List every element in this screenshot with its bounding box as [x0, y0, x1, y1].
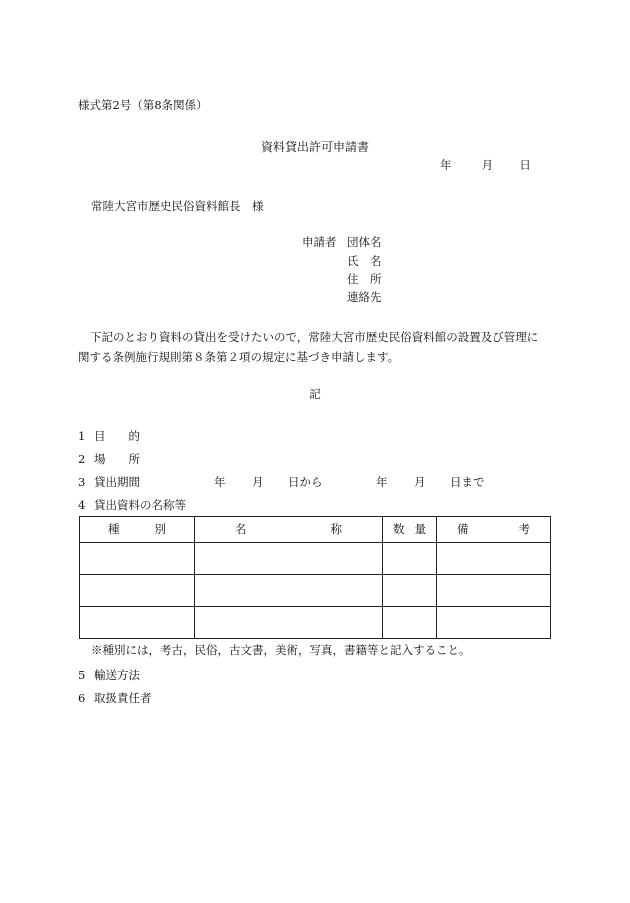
table-row [80, 607, 551, 639]
header-remarks: 備 考 [437, 517, 551, 543]
period-to-month: 月 [414, 475, 426, 489]
date-day: 日 [519, 158, 531, 172]
header-quantity: 数 量 [383, 517, 437, 543]
table-row [80, 543, 551, 575]
header-type: 種 別 [80, 517, 195, 543]
addressee: 常陸大宮市歴史民俗資料館長 様 [91, 199, 264, 213]
applicant-address: 住 所 [347, 272, 382, 286]
item-number: 5 [78, 668, 86, 682]
item-label: 目 的 [94, 429, 140, 443]
item-label: 場 所 [94, 452, 140, 466]
materials-table [79, 516, 551, 639]
period-to-year: 年 [376, 475, 388, 489]
cell-quantity[interactable] [383, 543, 437, 575]
header-name: 名 称 [195, 517, 383, 543]
cell-name[interactable] [195, 543, 383, 575]
document-title: 資料貸出許可申請書 [260, 140, 369, 154]
request-statement-line-2: 関する条例施行規則第８条第２項の規定に基づき申請します。 [78, 350, 400, 364]
cell-quantity[interactable] [383, 607, 437, 639]
item-responsible-person [78, 692, 152, 706]
item-label: 貸出期間 [94, 475, 140, 489]
request-statement [78, 327, 558, 367]
item-number: 1 [78, 429, 86, 443]
date-year: 年 [440, 158, 452, 172]
ki-heading: 記 [309, 387, 321, 401]
applicant-label: 申請者 [302, 235, 337, 249]
item-loan-period [78, 476, 485, 490]
cell-remarks[interactable] [437, 607, 551, 639]
item-number: 6 [78, 691, 86, 705]
item-loaned-materials [78, 499, 186, 513]
item-label: 輸送方法 [94, 668, 140, 682]
cell-name[interactable] [195, 575, 383, 607]
item-purpose [78, 430, 140, 444]
applicant-contact: 連絡先 [347, 290, 382, 304]
item-number: 2 [78, 452, 86, 466]
period-from-year: 年 [214, 475, 226, 489]
form-number: 様式第2号（第8条関係） [78, 98, 208, 112]
item-location [78, 453, 140, 467]
type-note: ※種別には，考古，民俗，古文書，美術，写真，書籍等と記入すること。 [91, 643, 471, 657]
period-to-day: 日まで [450, 475, 485, 489]
item-transport-method [78, 669, 140, 683]
materials-table-header [80, 517, 551, 543]
cell-name[interactable] [195, 607, 383, 639]
period-from-day: 日から [288, 475, 323, 489]
cell-quantity[interactable] [383, 575, 437, 607]
period-from-month: 月 [252, 475, 264, 489]
item-label: 取扱責任者 [94, 691, 152, 705]
cell-type[interactable] [80, 575, 195, 607]
item-number: 4 [78, 498, 86, 512]
date-month: 月 [481, 158, 494, 172]
applicant-organization: 団体名 [347, 235, 382, 249]
item-label: 貸出資料の名称等 [94, 498, 186, 512]
table-row [80, 575, 551, 607]
cell-type[interactable] [80, 607, 195, 639]
item-number: 3 [78, 475, 86, 489]
date-line [440, 159, 531, 173]
cell-remarks[interactable] [437, 543, 551, 575]
request-statement-line-1: 下記のとおり資料の貸出を受けたいので，常陸大宮市歴史民俗資料館の設置及び管理に [90, 330, 539, 344]
cell-type[interactable] [80, 543, 195, 575]
applicant-name: 氏 名 [347, 254, 382, 268]
cell-remarks[interactable] [437, 575, 551, 607]
